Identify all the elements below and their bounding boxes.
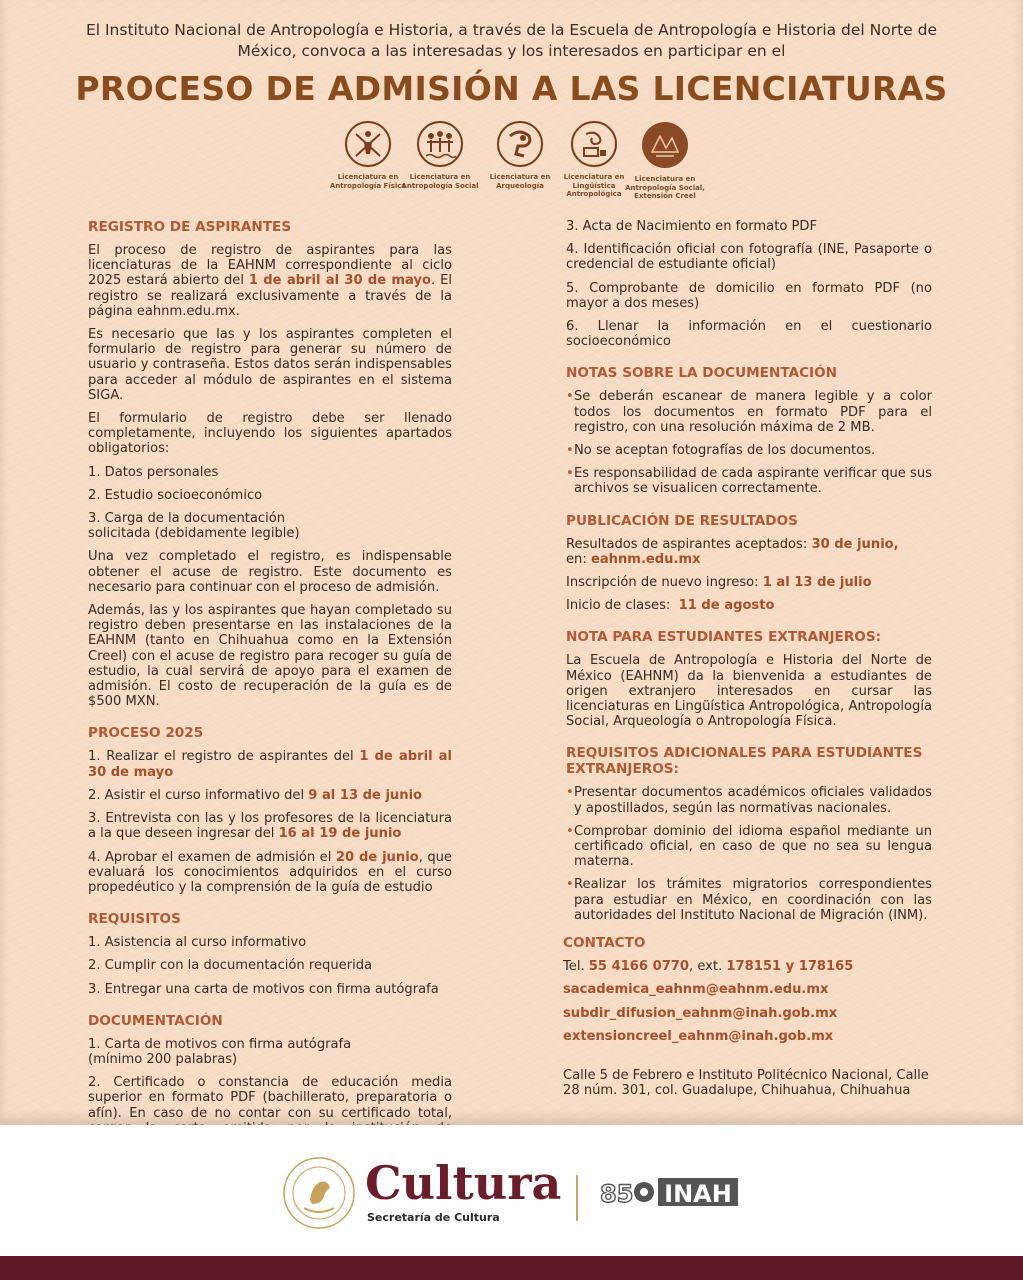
left-column: [88, 219, 452, 1174]
registro-paragraph-2: Es necesario que las y los aspirantes completen el formulario de registro para generar su número de usuario y contraseña. Estos datos serán indispensables para acceder al módulo de aspirantes en el sistema SIGA.: [88, 327, 452, 403]
text: , que evaluará los conocimientos adquiridos en el curso propedéutico y la comprensión de la guía de estudio: [88, 849, 452, 895]
program-linguistica: [554, 120, 634, 199]
cultura-logo: Cultura: [365, 1156, 562, 1210]
program-label: Licenciatura en Antropología Social, Extensión Creel: [625, 175, 705, 200]
contact-phone: [563, 959, 932, 974]
section-heading-registro: REGISTRO DE ASPIRANTES: [88, 219, 292, 235]
highlight-date: 1 de abril al 30 de mayo: [88, 749, 452, 780]
bullet-icon: •: [566, 443, 574, 459]
bullet-icon: •: [566, 785, 574, 801]
section-heading-adicionales: REQUISITOS ADICIONALES PARA ESTUDIANTES EXTRANJEROS:: [566, 745, 923, 778]
program-label: Licenciatura en Lingüística Antropológica: [563, 173, 625, 198]
section-heading-contacto: CONTACTO: [563, 935, 646, 952]
adicional-text: Realizar los trámites migratorios correspondientes para estudiar en México, en coordinación con las autoridades del Instituto Nacional de Migración (INM).: [574, 877, 932, 923]
right-column: [563, 219, 932, 1106]
bullet-icon: •: [566, 877, 574, 893]
mexico-seal-logo: [282, 1156, 356, 1234]
inah-text: INAH: [664, 1180, 732, 1208]
section-heading-requisitos: REQUISITOS: [88, 911, 181, 928]
proceso-step-4: [88, 850, 452, 896]
text: en:: [566, 551, 591, 567]
requisito-3: 3. Entregar una carta de motivos con firma autógrafa: [88, 981, 439, 997]
program-extension-creel: [625, 120, 705, 201]
section-heading-proceso: PROCESO 2025: [88, 725, 204, 742]
footer-divider: [576, 1175, 578, 1221]
documento-3: 3. Acta de Nacimiento en formato PDF: [566, 219, 818, 234]
section-heading-publicacion: PUBLICACIÓN DE RESULTADOS: [566, 512, 798, 529]
documento-1: 1. Carta de motivos con firma autógrafa (mínimo 200 palabras): [88, 1036, 352, 1067]
documento-2: 2. Certificado o constancia de educación media superior en formato PDF (bachillerato, preparatoria o afín). En caso de no contar con su certificado total,: [88, 1075, 452, 1121]
bullet-icon: •: [566, 823, 574, 839]
program-antropologia-fisica: [328, 120, 408, 190]
highlight-date: 11 de agosto: [678, 598, 775, 614]
nota-text: No se aceptan fotografías de los documentos.: [574, 443, 876, 459]
text: . El registro se realizará exclusivamente a través de la página eahnm.edu.mx.: [88, 273, 452, 319]
highlight-link[interactable]: eahnm.edu.mx: [590, 551, 701, 567]
proceso-step-2: [88, 788, 452, 803]
text: 3. Entrevista con las y los profesores de la licenciatura a la que deseen ingresar del: [88, 811, 452, 842]
antropologia-fisica-icon: [344, 120, 392, 168]
nota-item: [566, 389, 932, 435]
documento-4: 4. Identificación oficial con fotografía (INE, Pasaporte o credencial de estudiante oficial): [566, 242, 932, 273]
bullet-icon: •: [566, 466, 574, 482]
inah-85-text: 85: [600, 1180, 634, 1208]
section-heading-notas: NOTAS SOBRE LA DOCUMENTACIÓN: [566, 365, 838, 382]
text: Resultados de aspirantes aceptados:: [566, 536, 812, 552]
proceso-step-3: [88, 811, 452, 841]
highlight-date: 20 de junio: [335, 849, 419, 865]
extranjeros-paragraph: La Escuela de Antropología e Historia del Norte de México (EAHNM) da la bienvenida a estudiantes de origen extranjero interesados en cursar las licenciaturas en Lingüística Antropológica, Antropología Social, Arqueología o Antropología Física.: [566, 653, 932, 730]
documento-5: 5. Comprobante de domicilio en formato PDF (no mayor a dos meses): [566, 280, 932, 311]
registro-paragraph-1: [88, 243, 452, 319]
program-label: Licenciatura en Arqueología: [489, 173, 551, 190]
phone-extensions: 178151 y 178165: [726, 959, 854, 975]
text: Tel.: [563, 959, 589, 975]
proceso-step-1: [88, 749, 452, 779]
section-heading-documentacion: DOCUMENTACIÓN: [88, 1012, 223, 1029]
highlight-date: 9 al 13 de junio: [308, 787, 423, 803]
text: Inscripción de nuevo ingreso:: [566, 575, 763, 591]
text: , ext.: [689, 959, 727, 975]
inicio-clases-line: [566, 598, 932, 613]
inah-logo: [600, 1175, 740, 1213]
secretaria-label: Secretaría de Cultura: [367, 1211, 500, 1224]
text: 4. Aprobar el examen de admisión el: [88, 849, 336, 865]
requisito-1: 1. Asistencia al curso informativo: [88, 935, 307, 951]
highlight-date: 1 al 13 de julio: [762, 575, 872, 591]
text: El proceso de registro de aspirantes para las licenciaturas de la EAHNM correspondiente al ciclo 2025 estará abierto del: [88, 243, 452, 289]
registro-paragraph-4: Una vez completado el registro, es indispensable obtener el acuse de registro. Este documento es necesario para continuar con el proceso de admisión.: [88, 549, 452, 595]
program-label: Licenciatura en Antropología Física: [329, 173, 407, 190]
text: Inicio de clases:: [566, 598, 679, 614]
contact-address: Calle 5 de Febrero e Instituto Politécnico Nacional, Calle 28 núm. 301, col. Guadalupe, Chihuahua, Chihuahua: [563, 1067, 929, 1099]
nota-item: [566, 443, 932, 458]
phone-number[interactable]: 55 4166 0770: [588, 959, 690, 975]
program-label: Licenciatura en Antropología Social: [401, 173, 479, 190]
registro-paragraph-5: Además, las y los aspirantes que hayan completado su registro deben presentarse en las instalaciones de la EAHNM (tanto en Chihuahua como en la Extensión Creel) con el acuse de registro para recoger su guía de estudio, la cual servirá de apoyo para el examen de admisión. El costo de recuperación de la guía es de $500 MXN.: [88, 603, 452, 710]
text: 1. Realizar el registro de aspirantes del: [88, 749, 360, 765]
linguistica-icon: [570, 120, 618, 168]
resultados-line: [566, 537, 932, 567]
nota-text: Es responsabilidad de cada aspirante verificar que sus archivos se visualicen correctamente.: [574, 466, 932, 497]
contact-email-link[interactable]: sacademica_eahnm@eahnm.edu.mx: [563, 982, 829, 998]
registro-item-2: 2. Estudio socioeconómico: [88, 487, 263, 503]
nota-text: Se deberán escanear de manera legible y a color todos los documentos en formato PDF para el registro, con una resolución máxima de 2 MB.: [574, 389, 932, 435]
highlight-date: 16 al 19 de junio: [278, 826, 402, 842]
national-seal-icon: [282, 1156, 356, 1230]
adicional-item: [566, 824, 932, 870]
inscripcion-line: [566, 575, 932, 590]
documento-6: 6. Llenar la información en el cuestionario socioeconómico: [566, 319, 932, 350]
bottom-color-bar: [0, 1256, 1023, 1280]
inah-85-icon: [600, 1175, 740, 1209]
program-arqueologia: [480, 120, 560, 190]
text: 2. Asistir el curso informativo del: [88, 787, 309, 803]
program-icons: [329, 120, 705, 210]
registro-item-3: 3. Carga de la documentación solicitada (debidamente legible): [88, 511, 300, 542]
contact-email-link[interactable]: subdir_difusion_eahnm@inah.gob.mx: [563, 1005, 838, 1021]
page-title: PROCESO DE ADMISIÓN A LAS LICENCIATURAS: [75, 69, 948, 108]
section-heading-extranjeros: NOTA PARA ESTUDIANTES EXTRANJEROS:: [566, 629, 882, 646]
adicional-item: [566, 785, 932, 815]
registro-paragraph-3: El formulario de registro debe ser llenado completamente, incluyendo los siguientes apartados obligatorios:: [88, 411, 452, 457]
adicional-item: [566, 877, 932, 923]
adicional-text: Comprobar dominio del idioma español mediante un certificado oficial, en caso de que no sea su lengua materna.: [574, 823, 932, 870]
bullet-icon: •: [566, 389, 574, 405]
nota-item: [566, 466, 932, 496]
contact-section: [563, 935, 932, 1098]
program-antropologia-social: [400, 120, 480, 190]
highlight-date: 30 de junio,: [811, 536, 899, 552]
requisito-2: 2. Cumplir con la documentación requerida: [88, 958, 373, 974]
contact-email-link[interactable]: extensioncreel_eahnm@inah.gob.mx: [563, 1028, 834, 1044]
highlight-date: 1 de abril al 30 de mayo: [248, 273, 432, 289]
extension-creel-icon: [640, 120, 690, 170]
intro-text: El Instituto Nacional de Antropología e Historia, a través de la Escuela de Antropología e Historia del Norte de México, convoca a las interesadas y los interesados en participar en el: [85, 21, 938, 60]
registro-item-1: 1. Datos personales: [88, 464, 219, 480]
arqueologia-icon: [496, 120, 544, 168]
adicional-text: Presentar documentos académicos oficiales validados y apostillados, según las normativas nacionales.: [574, 785, 932, 816]
antropologia-social-icon: [416, 120, 464, 168]
